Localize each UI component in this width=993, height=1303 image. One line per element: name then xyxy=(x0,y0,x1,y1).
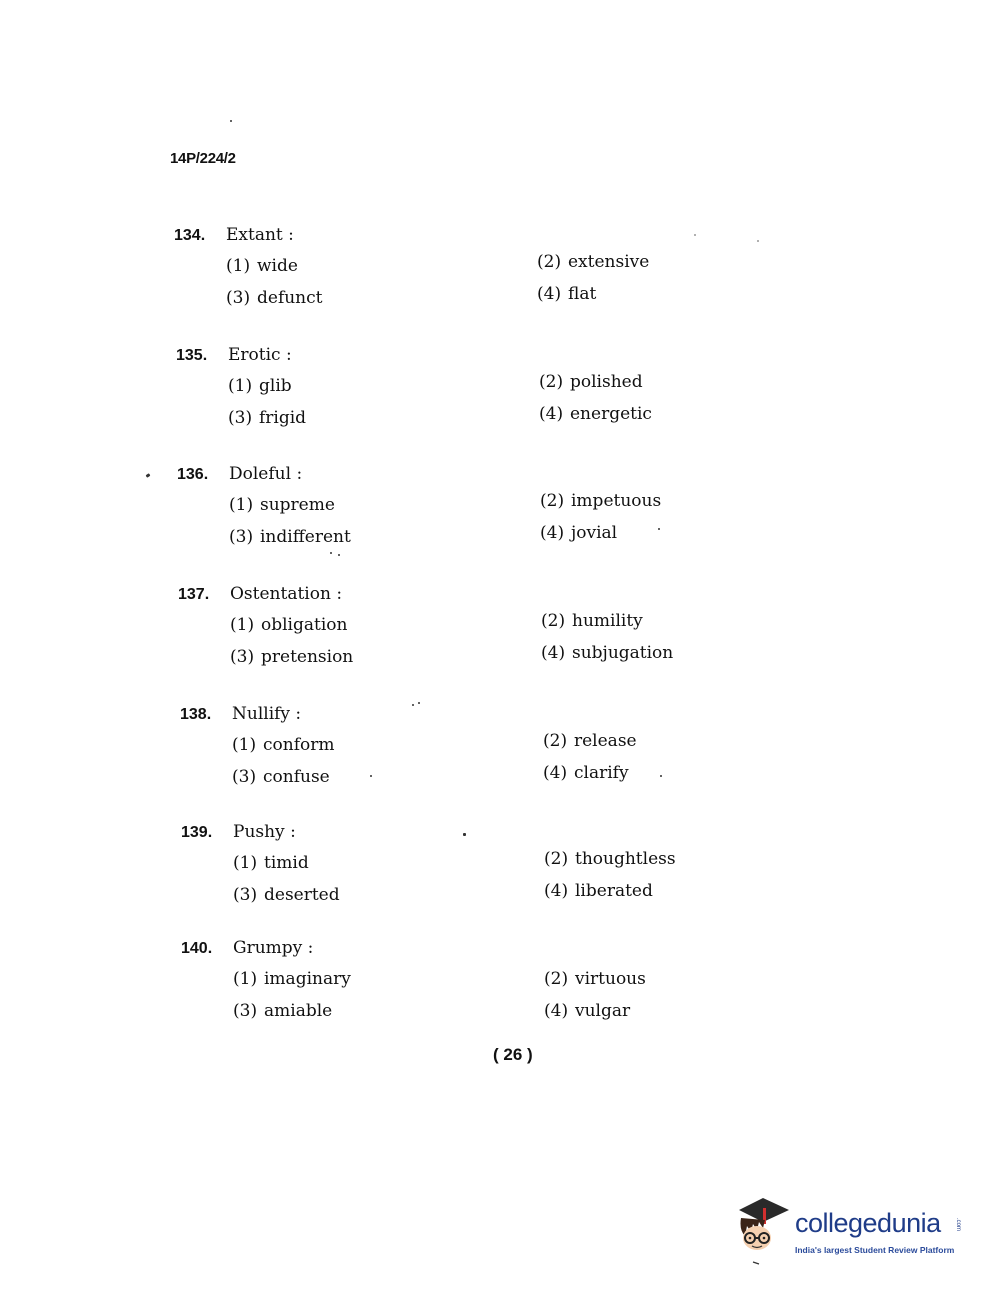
question-number: 137. xyxy=(178,586,210,603)
paper-code: 14P/224/2 xyxy=(170,150,236,167)
option-4: (4) energetic xyxy=(539,404,652,424)
option-2: (2) release xyxy=(543,731,637,751)
mascot-logo-icon xyxy=(733,1196,793,1266)
scan-speck xyxy=(370,775,372,777)
question-word: Doleful : xyxy=(229,464,303,484)
option-4: (4) subjugation xyxy=(541,643,674,663)
scan-speck xyxy=(338,554,340,556)
question-word: Erotic : xyxy=(228,345,292,365)
question-number: 135. xyxy=(176,347,208,364)
option-1: (1) supreme xyxy=(229,495,335,515)
option-1: (1) conform xyxy=(232,735,335,755)
option-1: (1) wide xyxy=(226,256,298,276)
scan-speck xyxy=(230,120,232,122)
option-4: (4) vulgar xyxy=(544,1001,631,1021)
option-2: (2) thoughtless xyxy=(544,849,676,869)
option-3: (3) frigid xyxy=(228,408,307,428)
option-2: (2) humility xyxy=(541,611,643,631)
brand-tagline: India's largest Student Review Platform xyxy=(795,1245,955,1255)
question-134 xyxy=(174,227,774,327)
option-1: (1) timid xyxy=(233,853,309,873)
option-2: (2) virtuous xyxy=(544,969,646,989)
option-2: (2) polished xyxy=(539,372,643,392)
question-136 xyxy=(177,466,777,566)
option-3: (3) pretension xyxy=(230,647,354,667)
option-1: (1) glib xyxy=(228,376,292,396)
option-4: (4) jovial xyxy=(540,523,618,543)
question-140 xyxy=(181,940,781,1040)
question-word: Ostentation : xyxy=(230,584,343,604)
option-3: (3) deserted xyxy=(233,885,340,905)
question-number: 138. xyxy=(180,706,212,723)
scan-speck xyxy=(463,833,466,836)
question-word: Extant : xyxy=(226,225,294,245)
question-138 xyxy=(180,706,780,806)
option-2: (2) impetuous xyxy=(540,491,662,511)
brand-name: collegedunia xyxy=(795,1208,941,1238)
question-word: Pushy : xyxy=(233,822,296,842)
question-word: Nullify : xyxy=(232,704,302,724)
brand-suffix: .com xyxy=(955,1218,961,1232)
scan-speck xyxy=(660,775,662,777)
brand-watermark xyxy=(733,1196,963,1266)
scan-speck xyxy=(412,704,414,706)
question-number: 134. xyxy=(174,227,206,244)
scan-speck xyxy=(146,473,151,478)
scan-speck xyxy=(330,552,332,554)
option-4: (4) liberated xyxy=(544,881,653,901)
scan-speck xyxy=(694,234,696,236)
option-3: (3) confuse xyxy=(232,767,330,787)
question-number: 140. xyxy=(181,940,213,957)
option-3: (3) indifferent xyxy=(229,527,351,547)
question-number: 139. xyxy=(181,824,213,841)
question-135 xyxy=(176,347,776,447)
option-4: (4) flat xyxy=(537,284,597,304)
page-number: ( 26 ) xyxy=(493,1045,533,1064)
option-3: (3) amiable xyxy=(233,1001,333,1021)
scan-speck xyxy=(418,702,420,704)
option-4: (4) clarify xyxy=(543,763,629,783)
question-number: 136. xyxy=(177,466,209,483)
option-1: (1) imaginary xyxy=(233,969,351,989)
scan-speck xyxy=(757,240,759,242)
option-1: (1) obligation xyxy=(230,615,348,635)
option-2: (2) extensive xyxy=(537,252,650,272)
scan-speck xyxy=(658,528,660,530)
question-139 xyxy=(181,824,781,924)
question-137 xyxy=(178,586,778,686)
option-3: (3) defunct xyxy=(226,288,323,308)
question-word: Grumpy : xyxy=(233,938,314,958)
